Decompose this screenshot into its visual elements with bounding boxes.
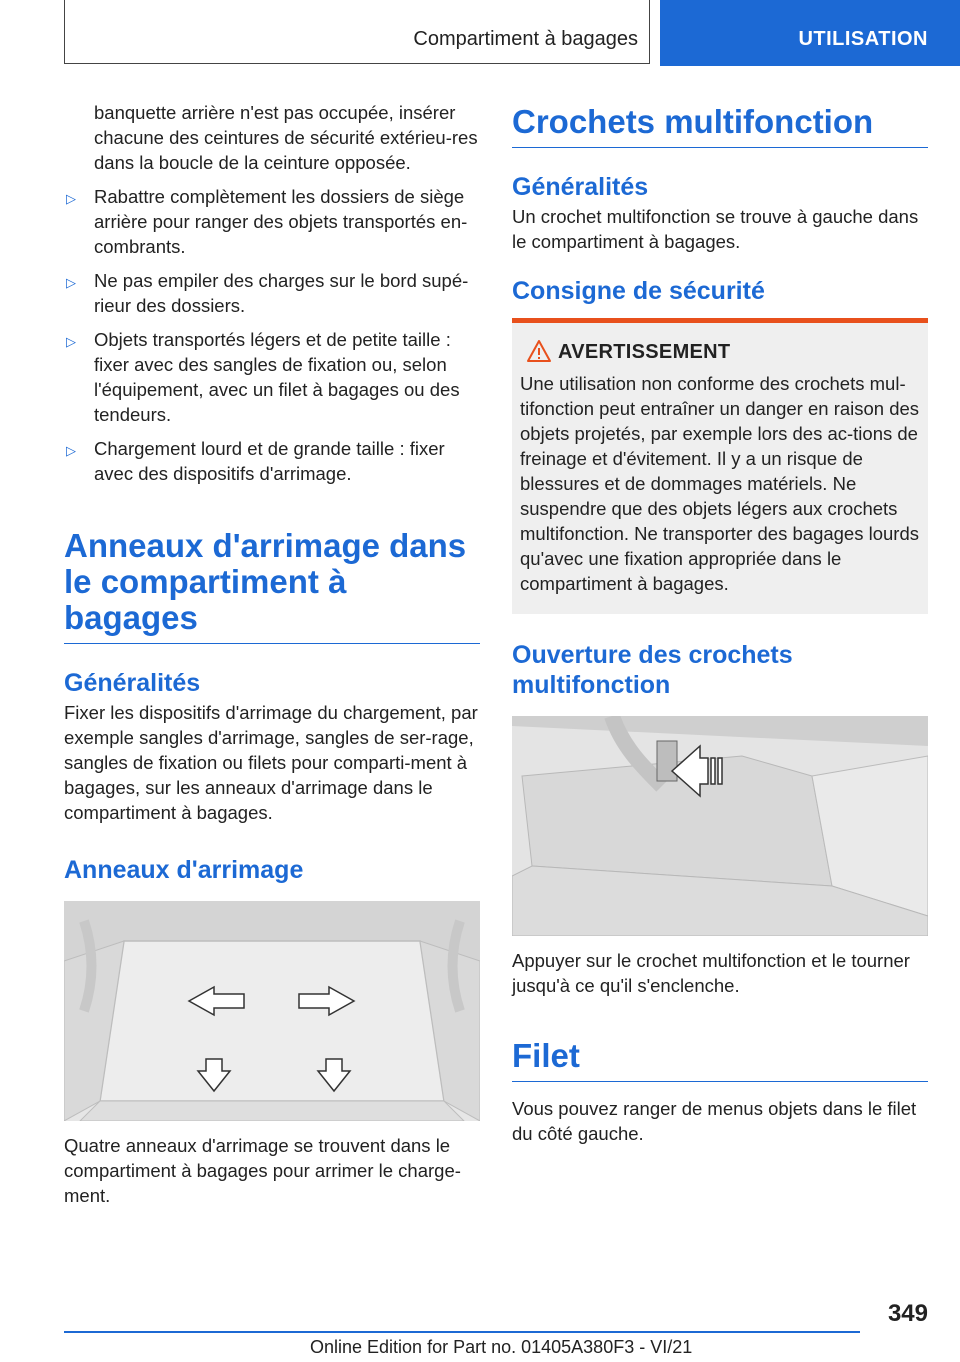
section-title-line: le compartiment à bagages <box>64 563 347 636</box>
list-item <box>64 184 480 259</box>
subsection-title-generalites: Généralités <box>64 669 201 697</box>
list-item-text: Objets transportés légers et de petite taille : fixer avec des sangles de fixation ou, selon l'équipement, avec un filet à bagages ou des tendeurs. <box>94 329 460 425</box>
header-chapter-tab <box>660 0 960 66</box>
hook-figure-caption: Appuyer sur le crochet multifonction et le tourner jusqu'à ce qu'il s'enclenche. <box>512 950 910 996</box>
section-title-anneaux <box>64 528 480 644</box>
section-title-crochets: Crochets multifonction <box>512 104 928 148</box>
generalites-text: Fixer les dispositifs d'arrimage du chargement, par exemple sangles d'arrimage, sangles de ser-rage, sangles de fixation ou filets pour comparti-ment à bagages, sur les anneaux d'arrimage dans le compartiment à bagages. <box>64 702 478 823</box>
subsection-title-ouverture <box>512 640 928 700</box>
list-item <box>64 268 480 318</box>
left-column <box>64 100 480 1208</box>
bullet-list <box>64 184 480 486</box>
multifunction-hook-figure <box>512 716 928 936</box>
trunk-illustration <box>64 901 480 1121</box>
hook-illustration <box>512 716 928 936</box>
subsection-title-consigne: Consigne de sécurité <box>512 277 765 305</box>
warning-text: Une utilisation non conforme des crochets mul-tifonction peut entraîner un danger en raison des objets projetés, par exemple lors des ac-tions de freinage et d'évitement. Il y a un risque de blessures et de dommages matériels. Ne suspendre que des objets légers aux crochets multifonction. Ne transporter des bagages lourds qu'avec une fixation appropriée dans le compartiment à bagages. <box>520 373 920 594</box>
trunk-tie-down-figure <box>64 901 480 1121</box>
triangle-bullet-icon: ▷ <box>66 191 76 206</box>
section-title-line: Anneaux d'arrimage dans <box>64 527 467 564</box>
page-number: 349 <box>887 1300 928 1327</box>
warning-title: AVERTISSEMENT <box>558 341 731 363</box>
section-title-filet: Filet <box>512 1038 928 1082</box>
anneaux-figure-caption: Quatre anneaux d'arrimage se trouvent dans le compartiment à bagages pour arrimer le charge-ment. <box>64 1135 461 1206</box>
subsection-title-anneaux: Anneaux d'arrimage <box>64 856 304 884</box>
header-section-title: Compartiment à bagages <box>413 28 638 50</box>
triangle-bullet-icon: ▷ <box>66 275 76 290</box>
warning-header <box>520 341 920 367</box>
list-item <box>64 436 480 486</box>
subsection-title-line: Ouverture des crochets <box>512 641 793 669</box>
list-item-text: Ne pas empiler des charges sur le bord supé-rieur des dossiers. <box>94 270 469 316</box>
intro-continuation: banquette arrière n'est pas occupée, insérer chacune des ceintures de sécurité extérieu-res dans la boucle de la ceinture opposée. <box>94 102 478 173</box>
triangle-bullet-icon: ▷ <box>66 443 76 458</box>
header-chapter-label: UTILISATION <box>798 28 928 50</box>
footer-edition: Online Edition for Part no. 01405A380F3 - VI/21 <box>310 1337 693 1357</box>
right-column <box>512 104 928 1146</box>
subsection-title-generalites: Généralités <box>512 173 649 201</box>
crochets-generalites-text: Un crochet multifonction se trouve à gauche dans le compartiment à bagages. <box>512 206 919 252</box>
footer-divider <box>64 1331 860 1333</box>
list-item <box>64 327 480 427</box>
list-item-text: Chargement lourd et de grande taille : fixer avec des dispositifs d'arrimage. <box>94 438 445 484</box>
list-item-text: Rabattre complètement les dossiers de siège arrière pour ranger des objets transportés en-combrants. <box>94 186 468 257</box>
triangle-bullet-icon: ▷ <box>66 334 76 349</box>
subsection-title-line: multifonction <box>512 671 671 699</box>
filet-text: Vous pouvez ranger de menus objets dans le filet du côté gauche. <box>512 1098 917 1144</box>
warning-box <box>512 318 928 614</box>
warning-triangle-icon <box>526 339 552 363</box>
